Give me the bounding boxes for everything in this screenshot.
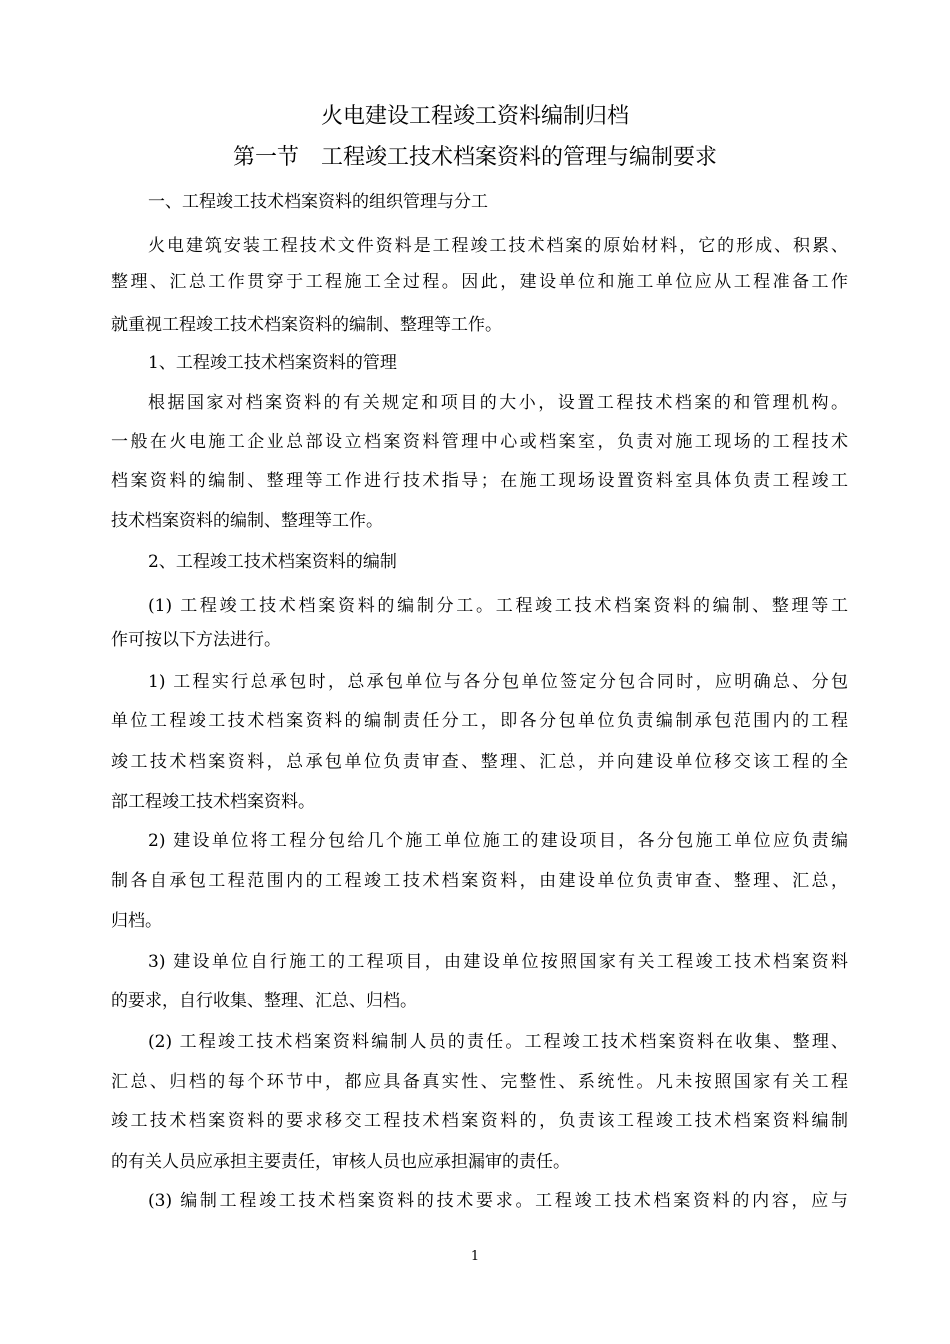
- paragraph-line: 竣工技术档案资料的要求移交工程技术档案资料的，负责该工程竣工技术档案资料编制: [111, 1111, 848, 1131]
- paragraph-line: 1) 工程实行总承包时，总承包单位与各分包单位签定分包合同时，应明确总、分包: [148, 672, 848, 692]
- paragraph-line: 整理、汇总工作贯穿于工程施工全过程。因此，建设单位和施工单位应从工程准备工作: [111, 272, 848, 292]
- page-number: 1: [470, 1249, 480, 1264]
- paragraph-line: (1) 工程竣工技术档案资料的编制分工。工程竣工技术档案资料的编制、整理等工: [148, 596, 848, 616]
- paragraph-line: 2) 建设单位将工程分包给几个施工单位施工的建设项目，各分包施工单位应负责编: [148, 831, 848, 851]
- paragraph-line: 竣工技术档案资料，总承包单位负责审查、整理、汇总，并向建设单位移交该工程的全: [111, 752, 848, 772]
- paragraph-line: 根据国家对档案资料的有关规定和项目的大小，设置工程技术档案的和管理机构。: [148, 393, 848, 413]
- paragraph-line: 部工程竣工技术档案资料。: [111, 792, 315, 812]
- subheading-1: 1、工程竣工技术档案资料的管理: [148, 353, 397, 373]
- paragraph-line: 一般在火电施工企业总部设立档案资料管理中心或档案室，负责对施工现场的工程技术: [111, 432, 848, 452]
- document-title: 火电建设工程竣工资料编制归档: [320, 104, 629, 129]
- paragraph-line: 的要求，自行收集、整理、汇总、归档。: [111, 991, 417, 1011]
- paragraph-line: 归档。: [111, 911, 162, 931]
- paragraph-line: 3) 建设单位自行施工的工程项目，由建设单位按照国家有关工程竣工技术档案资料: [148, 952, 848, 972]
- subheading-2: 2、工程竣工技术档案资料的编制: [148, 552, 397, 572]
- paragraph-line: 制各自承包工程范围内的工程竣工技术档案资料，由建设单位负责审查、整理、汇总，: [111, 871, 848, 891]
- paragraph-line: 作可按以下方法进行。: [111, 630, 281, 650]
- paragraph-line: 单位工程竣工技术档案资料的编制责任分工，即各分包单位负责编制承包范围内的工程: [111, 711, 848, 731]
- paragraph-line: (3) 编制工程竣工技术档案资料的技术要求。工程竣工技术档案资料的内容，应与: [148, 1191, 848, 1211]
- paragraph-line: 就重视工程竣工技术档案资料的编制、整理等工作。: [111, 315, 502, 335]
- paragraph-line: 档案资料的编制、整理等工作进行技术指导；在施工现场设置资料室具体负责工程竣工: [111, 471, 848, 491]
- paragraph-line: 的有关人员应承担主要责任，审核人员也应承担漏审的责任。: [111, 1152, 570, 1172]
- paragraph-line: (2) 工程竣工技术档案资料编制人员的责任。工程竣工技术档案资料在收集、整理、: [148, 1032, 848, 1052]
- paragraph-line: 技术档案资料的编制、整理等工作。: [111, 511, 383, 531]
- paragraph-line: 汇总、归档的每个环节中，都应具备真实性、完整性、系统性。凡未按照国家有关工程: [111, 1072, 848, 1092]
- heading-1: 一、工程竣工技术档案资料的组织管理与分工: [148, 192, 488, 212]
- section-heading: 第一节 工程竣工技术档案资料的管理与编制要求: [232, 145, 717, 170]
- paragraph-line: 火电建筑安装工程技术文件资料是工程竣工技术档案的原始材料，它的形成、积累、: [148, 236, 848, 256]
